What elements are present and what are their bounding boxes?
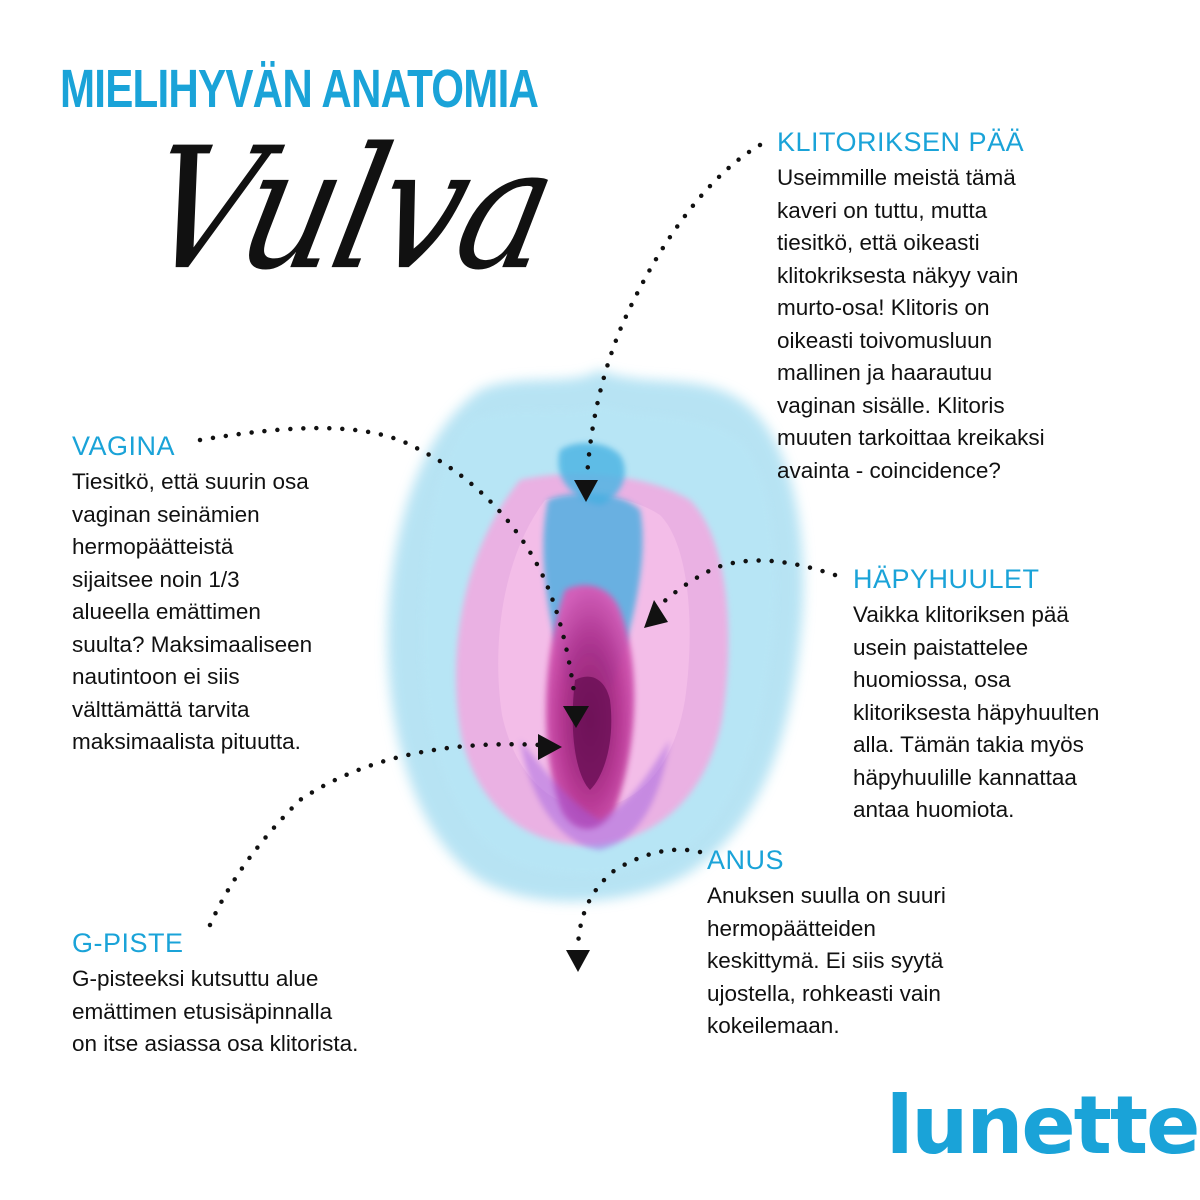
page-subtitle: MIELIHYVÄN ANATOMIA xyxy=(60,59,539,119)
hapyhuulet-text: Vaikka klitoriksen pää usein paistattelee huomiossa, osa klitoriksesta häpyhuulten alla. Tämän takia myös häpyhuulille kannattaa antaa huomiota. xyxy=(853,602,1100,822)
gpiste-heading: G-PISTE xyxy=(72,928,184,958)
anus-arrowhead xyxy=(566,950,590,972)
section-anus xyxy=(707,845,946,1043)
gpiste-text: G-pisteeksi kutsuttu alue emättimen etusisäpinnalla on itse asiassa osa klitorista. xyxy=(72,966,359,1056)
klitoris-heading: KLITORIKSEN PÄÄ xyxy=(777,127,1025,157)
anus-text: Anuksen suulla on suuri hermopäätteiden keskittymä. Ei siis syytä ujostella, rohkeasti vain kokeilemaan. xyxy=(707,883,946,1038)
section-hapyhuulet xyxy=(853,564,1099,827)
section-vagina xyxy=(72,431,312,759)
vagina-heading: VAGINA xyxy=(72,431,176,461)
lunette-logo: lunette xyxy=(886,1079,1199,1172)
page-title: Vulva xyxy=(129,112,569,308)
section-gpiste xyxy=(72,928,358,1061)
anus-heading: ANUS xyxy=(707,845,785,875)
klitoris-text: Useimmille meistä tämä kaveri on tuttu, mutta tiesitkö, että oikeasti klitokriksesta näkyy vain murto-osa! Klitoris on oikeasti toivomusluun mallinen ja haarautuu vaginan sisälle. Klitoris muuten tarkoittaa kreikaksi avainta - coincidence? xyxy=(777,165,1045,483)
vagina-text: Tiesitkö, että suurin osa vaginan seinämien hermopäätteistä sijaitsee noin 1/3 alueella emättimen suulta? Maksimaaliseen nautintoon ei siis välttämättä tarvita maksimaalista pituutta. xyxy=(72,469,313,754)
hapyhuulet-heading: HÄPYHUULET xyxy=(853,564,1040,594)
section-klitoris xyxy=(777,127,1045,487)
